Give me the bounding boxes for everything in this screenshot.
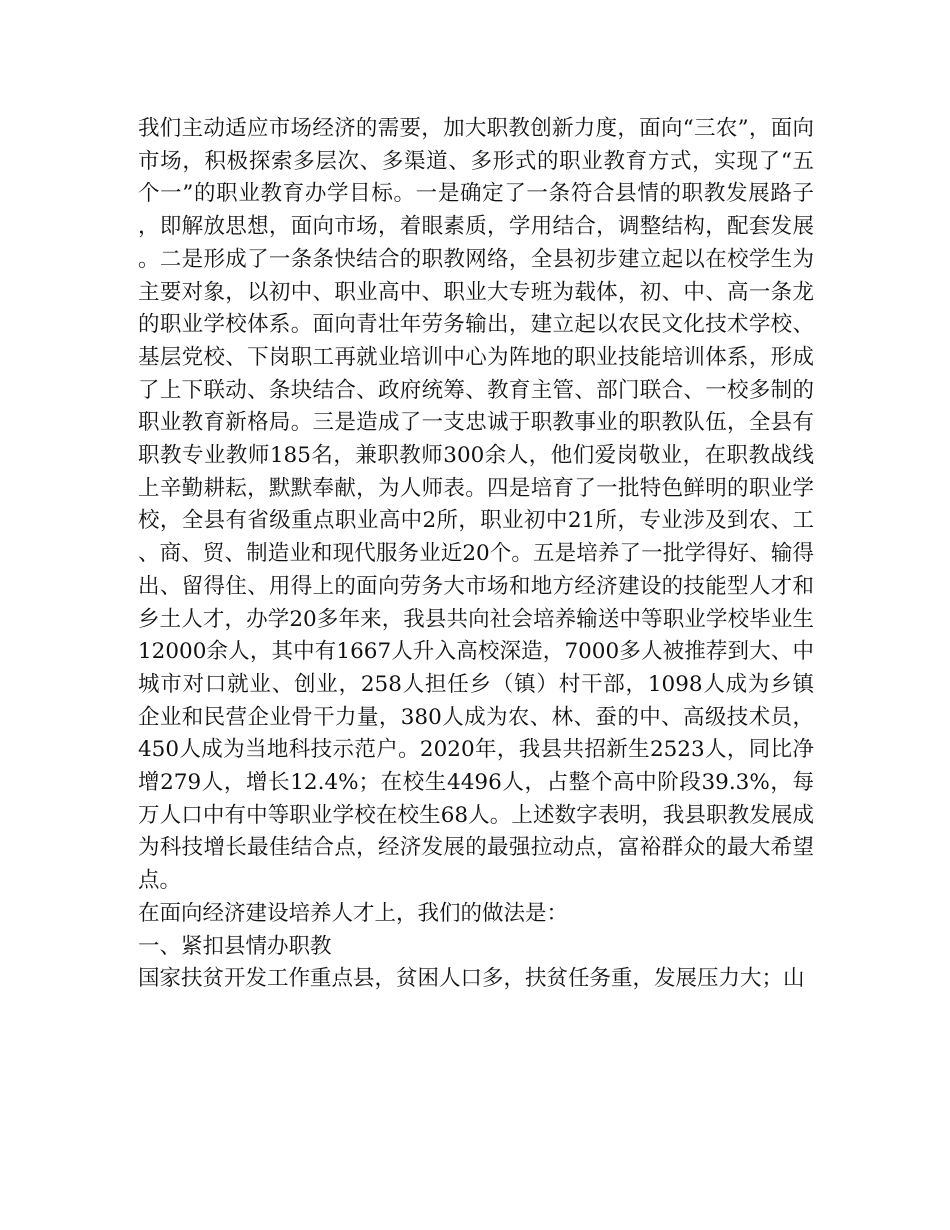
section-heading: 一、紧扣县情办职教 [138, 933, 332, 959]
body-paragraph-achievements: 我们主动适应市场经济的需要，加大职教创新力度，面向“三农”，面向市场，积极探索多层次、多渠道、多形式的职业教育方式，实现了“五个一”的职业教育办学目标。一是确定了一条符合县情的职教发展路子，即解放思想，面向市场，着眼素质，学用结合，调整结构，配套发展。二是形成了一条条快结合的职教网络，全县初步建立起以在校学生为主要对象，以初中、职业高中、职业大专班为载体，初、中、高一条龙的职业学校体系。面向青壮年劳务输出，建立起以农民文化技术学校、基层党校、下岗职工再就业培训中心为阵地的职业技能培训体系，形成了上下联动、条块结合、政府统筹、教育主管、部门联合、一校多制的职业教育新格局。三是造成了一支忠诚于职教事业的职教队伍，全县有职教专业教师185名，兼职教师300余人，他们爱岗敬业，在职教战线上辛勤耕耘，默默奉献，为人师表。四是培育了一批特色鲜明的职业学校，全县有省级重点职业高中2所，职业初中21所，专业涉及到农、工、商、贸、制造业和现代服务业近20个。五是培养了一批学得好、输得出、留得住、用得上的面向劳务大市场和地方经济建设的技能型人才和乡土人才，办学20多年来，我县共向社会培养输送中等职业学校毕业生12000余人，其中有1667人升入高校深造，7000多人被推荐到大、中城市对口就业、创业，258人担任乡（镇）村干部，1098人成为乡镇企业和民营企业骨干力量，380人成为农、林、蚕的中、高级技术员，450人成为当地科技示范户。2020年，我县共招新生2523人，同比净增279人，增长12.4%；在校生4496人，占整个高中阶段39.3%，每万人口中有中等职业学校在校生68人。上述数字表明，我县职教发展成为科技增长最佳结合点，经济发展的最强拉动点，富裕群众的最大希望点。 [138, 116, 814, 894]
body-paragraph-county: 国家扶贫开发工作重点县，贫困人口多，扶贫任务重，发展压力大；山 [138, 966, 805, 992]
document-body [138, 113, 814, 996]
body-paragraph-intro: 在面向经济建设培养人才上，我们的做法是： [138, 900, 569, 926]
